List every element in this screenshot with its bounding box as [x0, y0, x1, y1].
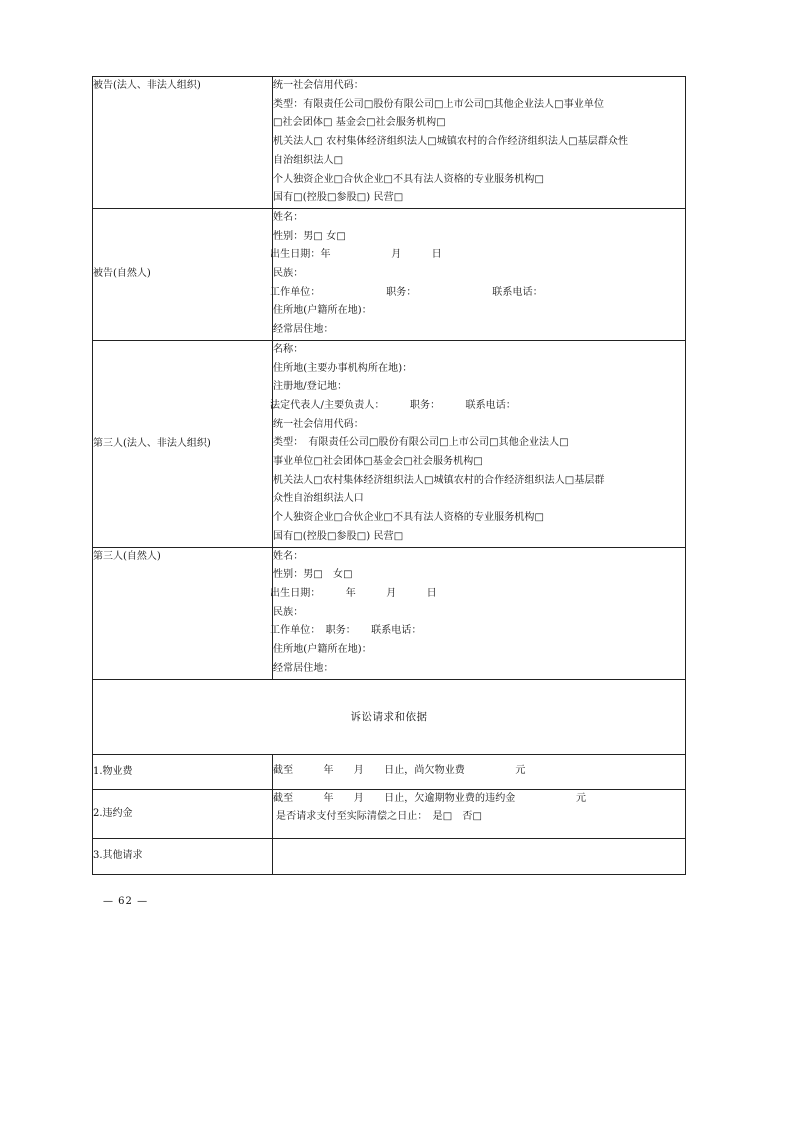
third-party-legal-fields — [270, 340, 686, 547]
page-number: — 62 — — [103, 896, 149, 907]
defendant-legal-label: 被告(法人、非法人组织) — [93, 77, 273, 209]
defendant-natural-label: 被告(自然人) — [93, 208, 273, 340]
field-line: 类型：有限责任公司□股份有限公司□上市公司□其他企业法人□事业单位 — [273, 98, 605, 110]
field-line: 个人独资企业□合伙企业□不具有法人资格的专业服务机构□ — [273, 512, 545, 524]
field-line: 法定代表人/主要负责人： 职务： 联系电话： — [270, 399, 516, 411]
field-line: 统一社会信用代码： — [273, 80, 364, 91]
claim-line: 截至 年 月 日止，尚欠物业费 元 — [273, 765, 526, 777]
third-party-natural-fields — [270, 547, 686, 679]
defendant-natural-row — [93, 208, 686, 340]
claim-row-property-fee — [93, 754, 686, 789]
field-line: 工作单位： 职务： 联系电话： — [270, 286, 543, 298]
field-line: 统一社会信用代码： — [273, 418, 364, 430]
claim-label: 1.物业费 — [93, 754, 273, 789]
claims-header-row — [93, 679, 686, 754]
field-line: 事业单位□社会团体□基金会□社会服务机构□ — [273, 456, 483, 468]
claim-content — [273, 789, 686, 838]
field-line: 民族： — [273, 606, 304, 618]
third-party-legal-row — [93, 340, 686, 547]
third-party-natural-row — [93, 547, 686, 679]
field-line: 工作单位： 职务： 联系电话： — [270, 625, 422, 637]
field-line: 性别：男□ 女□ — [273, 569, 353, 581]
claim-line: 是否请求支付至实际清偿之日止： 是□ 否□ — [276, 811, 482, 823]
claim-row-other — [93, 838, 686, 874]
field-line: 经常居住地： — [273, 324, 334, 336]
third-party-natural-label: 第三人(自然人) — [93, 547, 273, 679]
field-line: 姓名： — [273, 211, 304, 223]
field-line: 众性自治组织法人口 — [273, 493, 364, 505]
claims-header: 诉讼请求和依据 — [93, 679, 686, 754]
claim-row-penalty — [93, 789, 686, 838]
claim-label: 3.其他请求 — [93, 838, 273, 874]
field-line: 机关法人□农村集体经济组织法人□城镇农村的合作经济组织法人□基层群 — [273, 474, 605, 486]
field-line: 类型： 有限责任公司□股份有限公司□上市公司□其他企业法人□ — [273, 437, 569, 449]
field-line: 姓名： — [273, 550, 304, 562]
defendant-natural-fields — [270, 208, 686, 340]
field-line: 住所地(主要办事机构所在地)： — [273, 362, 413, 374]
defendant-legal-row — [93, 77, 686, 209]
field-line: 个人独资企业□合伙企业□不具有法人资格的专业服务机构□ — [273, 173, 545, 185]
field-line: 出生日期： 年 月 日 — [270, 587, 437, 599]
field-line: 性别：男□ 女□ — [273, 230, 346, 242]
field-line: 国有□(控股□参股□) 民营□ — [273, 192, 404, 204]
field-line: 注册地/登记地： — [273, 381, 348, 393]
field-line: 住所地(户籍所在地)： — [273, 644, 372, 656]
claim-label: 2.违约金 — [93, 789, 273, 838]
field-line: 国有□(控股□参股□) 民营□ — [273, 530, 404, 542]
defendant-legal-fields — [273, 77, 686, 209]
field-line: 名称： — [273, 343, 304, 355]
third-party-legal-label: 第三人(法人、非法人组织) — [93, 340, 273, 547]
claim-content — [273, 754, 686, 789]
field-line: 出生日期：年 月 日 — [270, 249, 442, 261]
field-line: 经常居住地： — [273, 662, 334, 674]
claim-content-empty[interactable] — [273, 838, 686, 874]
field-line: 机关法人□ 农村集体经济组织法人□城镇农村的合作经济组织法人□基层群众性 — [273, 136, 629, 148]
field-line: 民族： — [273, 268, 304, 280]
claim-line: 截至 年 月 日止，欠逾期物业费的违约金 元 — [273, 792, 587, 804]
field-line: □社会团体□ 基金会□社会服务机构□ — [273, 117, 446, 129]
field-line: 自治组织法人□ — [273, 154, 344, 166]
complaint-form-table — [92, 76, 686, 875]
field-line: 住所地(户籍所在地)： — [273, 305, 372, 317]
